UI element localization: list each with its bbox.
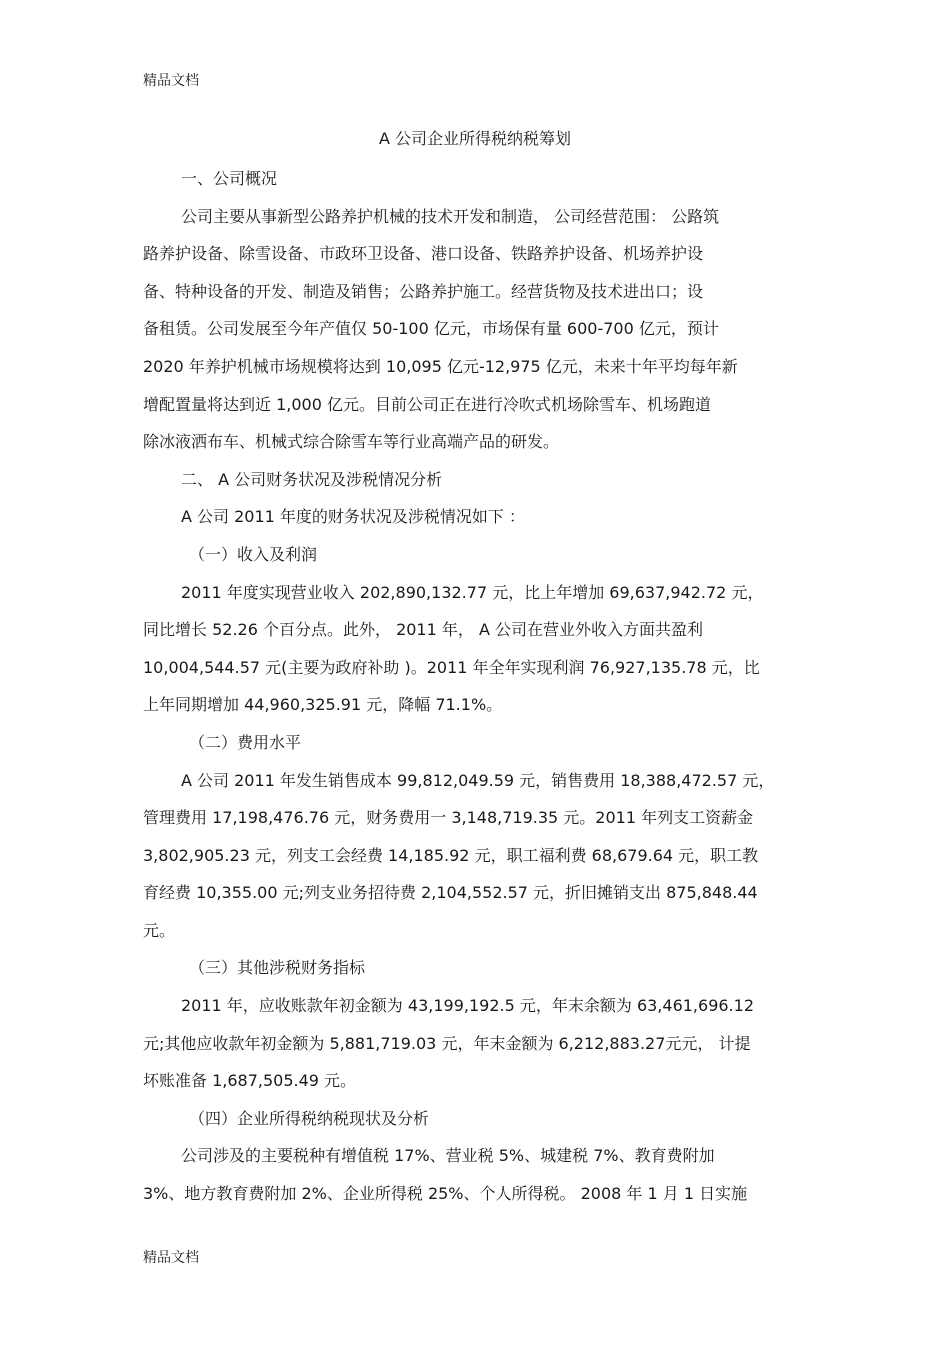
body-line: 管理费用 17,198,476.76 元，财务费用一 3,148,719.35 元。2011 年列支工资薪金 [143, 808, 754, 828]
page-footer: 精品文档 [143, 1250, 199, 1266]
page-header: 精品文档 [143, 73, 199, 89]
body-line: 2011 年，应收账款年初金额为 43,199,192.5 元，年末余额为 63,461,696.12 [181, 996, 754, 1016]
body-line: （三）其他涉税财务指标 [189, 958, 366, 978]
body-line: 坏账准备 1,687,505.49 元。 [143, 1071, 357, 1091]
body-line: 育经费 10,355.00 元;列支业务招待费 2,104,552.57 元，折旧摊销支出 875,848.44 [143, 883, 758, 903]
body-line: A 公司 2011 年度的财务状况及涉税情况如下 ： [181, 507, 526, 527]
body-line: A 公司 2011 年发生销售成本 99,812,049.59 元，销售费用 18,388,472.57 元， [181, 770, 775, 790]
body-line: 备、特种设备的开发、制造及销售；公路养护施工。经营货物及技术进出口；设 [143, 281, 704, 301]
body-line: 元。 [143, 920, 176, 940]
body-line: 除冰液洒布车、机械式综合除雪车等行业高端产品的研发。 [143, 432, 560, 452]
body-line: 公司主要从事新型公路养护机械的技术开发和制造， 公司经营范围： 公路筑 [181, 206, 720, 226]
body-line: （一）收入及利润 [189, 544, 318, 564]
body-line: 一、公司概况 [181, 169, 278, 188]
body-line: 同比增长 52.26 个百分点。此外， 2011 年， A 公司在营业外收入方面共盈利 [143, 620, 703, 640]
body-line: 10,004,544.57 元(主要为政府补助 )。2011 年全年实现利润 76,927,135.78 元，比 [143, 657, 760, 677]
body-line: 备租赁。公司发展至今年产值仅 50-100 亿元，市场保有量 600-700 亿元，预计 [143, 319, 719, 339]
body-line: 2011 年度实现营业收入 202,890,132.77 元，比上年增加 69,637,942.72 元， [181, 582, 764, 602]
body-line: 二、 A 公司财务状况及涉税情况分析 [181, 469, 443, 489]
body-line: （四）企业所得税纳税现状及分析 [189, 1108, 430, 1128]
body-line: 2020 年养护机械市场规模将达到 10,095 亿元-12,975 亿元，未来十年平均每年新 [143, 356, 738, 376]
body-line: 元;其他应收款年初金额为 5,881,719.03 元，年末金额为 6,212,883.27元元， 计提 [143, 1033, 751, 1053]
body-line: 3%、地方教育费附加 2%、企业所得税 25%、个人所得税。 2008 年 1 月 1 日实施 [143, 1184, 748, 1204]
body-line: 公司涉及的主要税种有增值税 17%、营业税 5%、城建税 7%、教育费附加 [181, 1146, 715, 1166]
body-line: （二）费用水平 [189, 732, 302, 752]
document-body [143, 160, 808, 1213]
body-line: 上年同期增加 44,960,325.91 元，降幅 71.1%。 [143, 695, 503, 715]
body-line: 增配置量将达到近 1,000 亿元。目前公司正在进行冷吹式机场除雪车、机场跑道 [143, 394, 711, 414]
body-line: 3,802,905.23 元，列支工会经费 14,185.92 元，职工福利费 68,679.64 元，职工教 [143, 845, 759, 865]
document-title: A 公司企业所得税纳税筹划 [378, 129, 572, 148]
body-line: 路养护设备、除雪设备、市政环卫设备、港口设备、铁路养护设备、机场养护设 [143, 244, 704, 264]
